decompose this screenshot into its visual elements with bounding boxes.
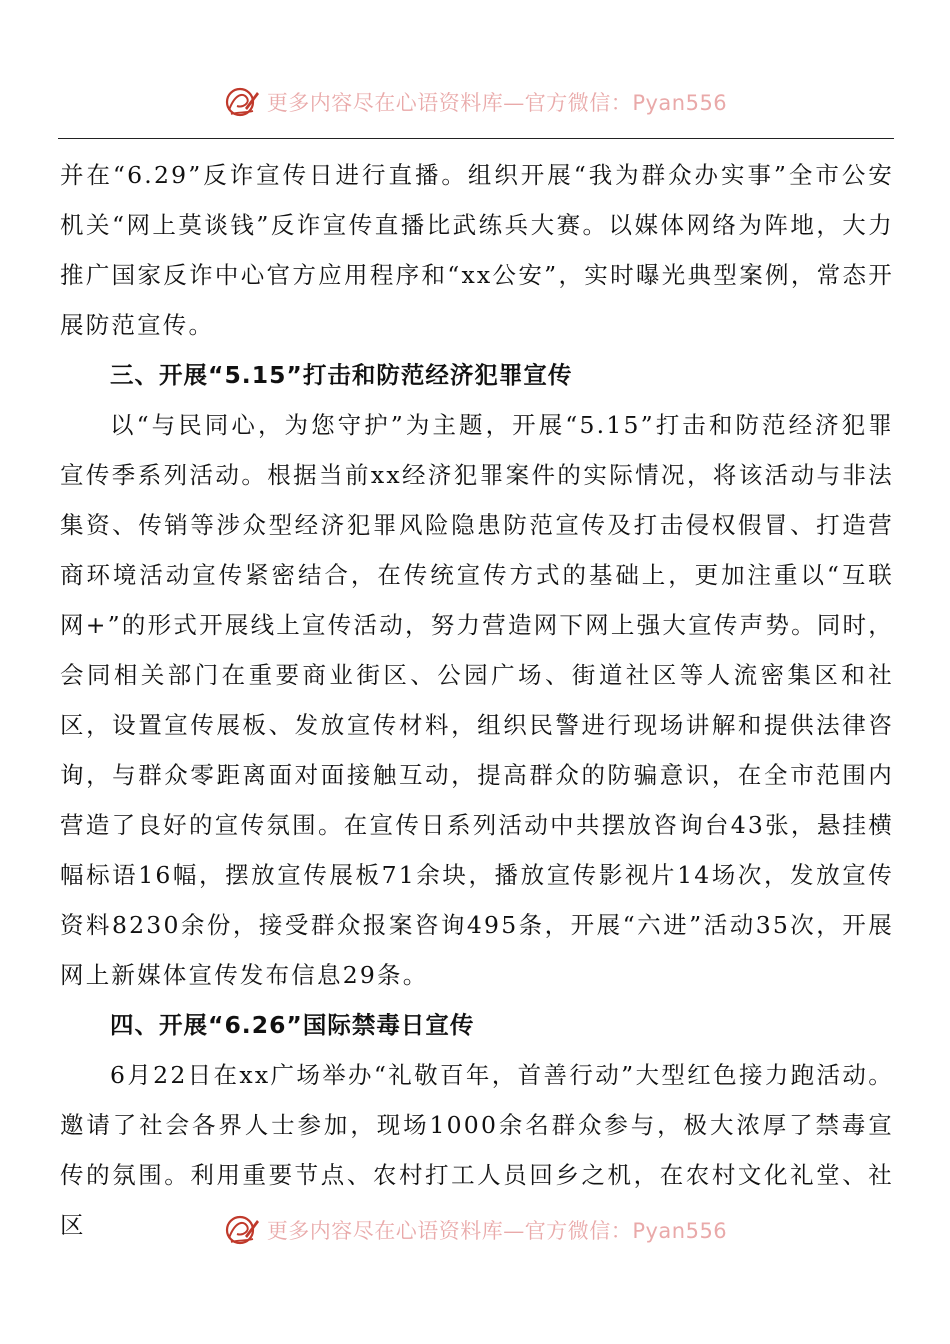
section-heading-4: 四、开展“6.26”国际禁毒日宣传 bbox=[110, 1011, 475, 1039]
section-heading-3: 三、开展“5.15”打击和防范经济犯罪宣传 bbox=[110, 361, 573, 389]
paragraph-1: 并在“6.29”反诈宣传日进行直播。组织开展“我为群众办实事”全市公安机关“网上莫谈钱”反诈宣传直播比武练兵大赛。以媒体网络为阵地，大力推广国家反诈中心官方应用程序和“xx公安”，实时曝光典型案例，常态开展防范宣传。 bbox=[60, 161, 894, 339]
footer-watermark bbox=[0, 1210, 950, 1250]
signature-pen-logo-icon bbox=[223, 84, 261, 120]
header-divider bbox=[58, 138, 894, 139]
paragraph-2: 以“与民同心，为您守护”为主题，开展“5.15”打击和防范经济犯罪宣传季系列活动。根据当前xx经济犯罪案件的实际情况，将该活动与非法集资、传销等涉众型经济犯罪风险隐患防范宣传及打击侵权假冒、打造营商环境活动宣传紧密结合，在传统宣传方式的基础上，更加注重以“互联网+”的形式开展线上宣传活动，努力营造网下网上强大宣传声势。同时，会同相关部门在重要商业街区、公园广场、街道社区等人流密集区和社区，设置宣传展板、发放宣传材料，组织民警进行现场讲解和提供法律咨询，与群众零距离面对面接触互动，提高群众的防骗意识，在全市范围内营造了良好的宣传氛围。在宣传日系列活动中共摆放咨询台43张，悬挂横幅标语16幅，摆放宣传展板71余块，播放宣传影视片14场次，发放宣传资料8230余份，接受群众报案咨询495条，开展“六进”活动35次，开展网上新媒体宣传发布信息29条。 bbox=[60, 411, 894, 989]
watermark-text: 更多内容尽在心语资料库—官方微信：Pyan556 bbox=[266, 1219, 728, 1243]
watermark-text: 更多内容尽在心语资料库—官方微信：Pyan556 bbox=[266, 91, 728, 115]
signature-pen-logo-icon bbox=[223, 1212, 261, 1248]
wechat-id: Pyan556 bbox=[632, 1219, 728, 1243]
header-watermark bbox=[0, 82, 950, 122]
wechat-id: Pyan556 bbox=[632, 91, 728, 115]
document-body bbox=[60, 150, 894, 1250]
paragraph-3: 6月22日在xx广场举办“礼敬百年，首善行动”大型红色接力跑活动。邀请了社会各界人士参加，现场1000余名群众参与，极大浓厚了禁毒宣传的氛围。利用重要节点、农村打工人员回乡之机，在农村文化礼堂、社区 bbox=[60, 1061, 894, 1239]
